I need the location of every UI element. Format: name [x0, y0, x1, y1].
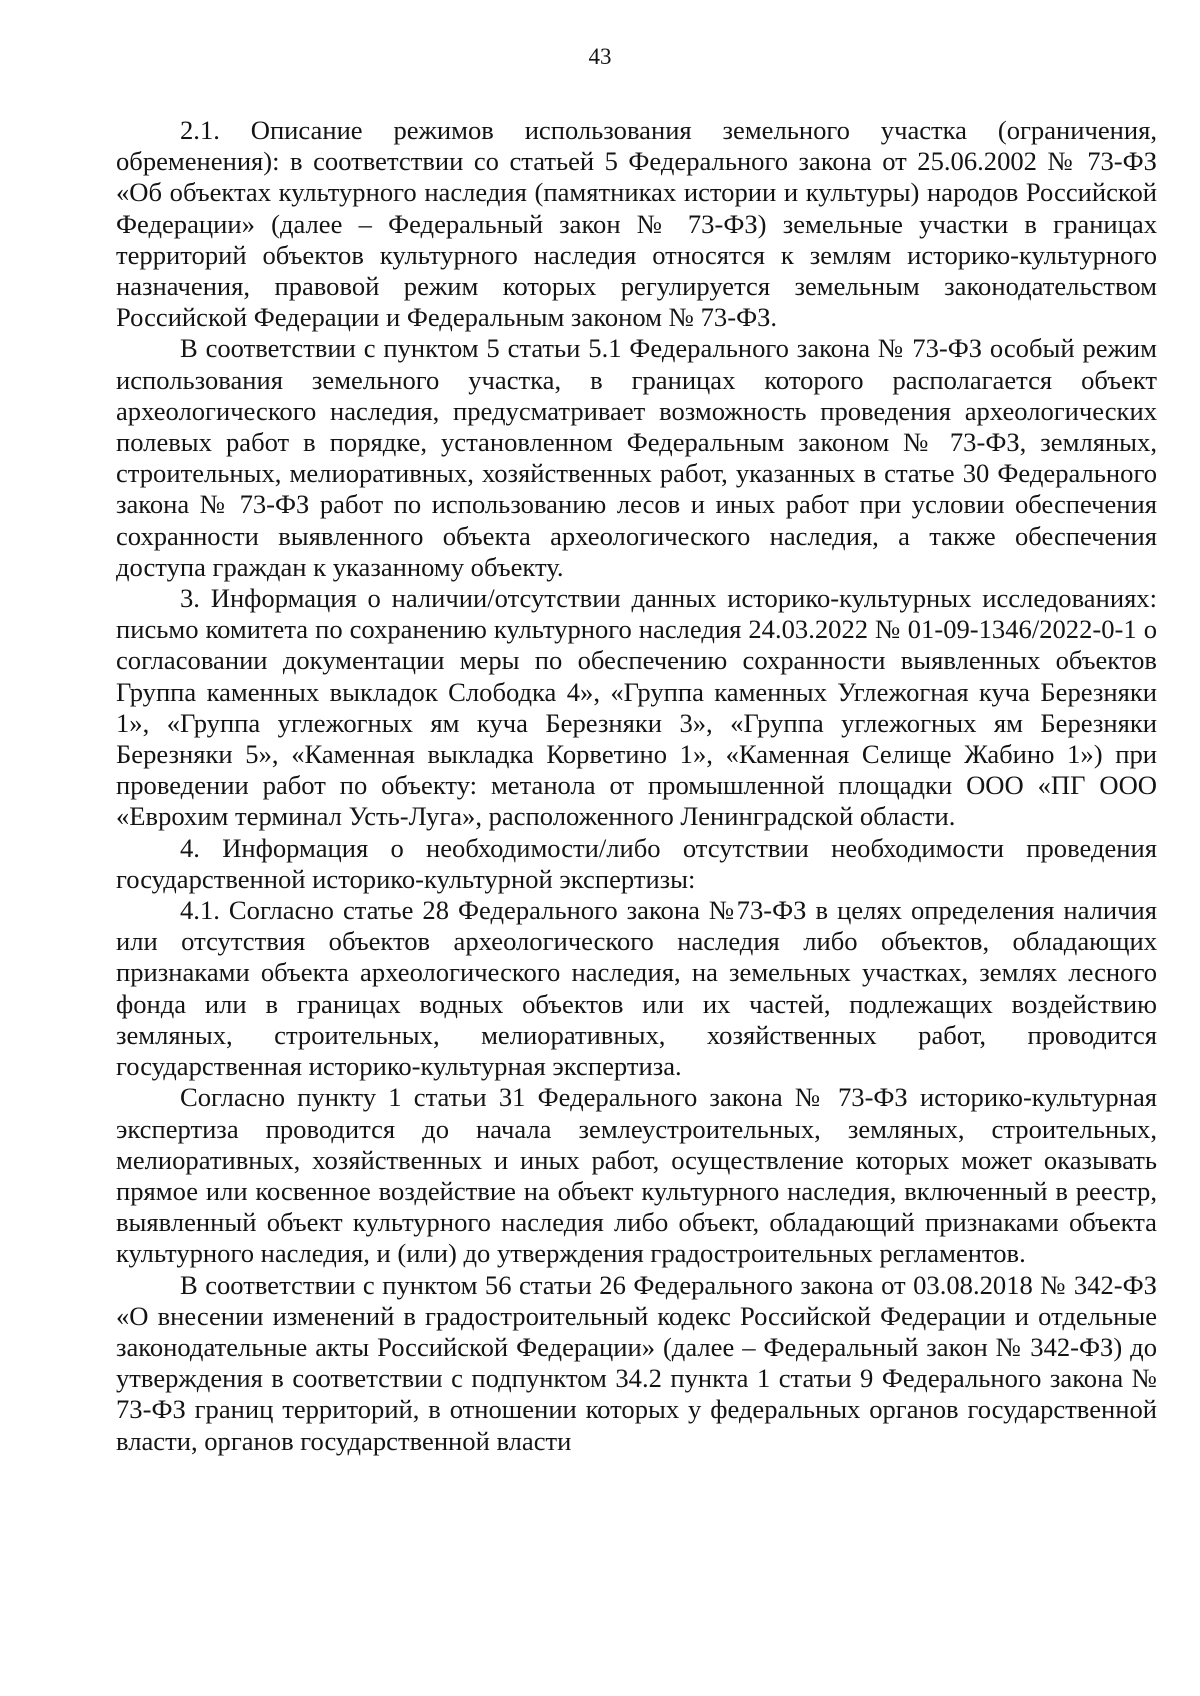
paragraph-4-expertise-need: 4. Информация о необходимости/либо отсутствии необходимости проведения государственной историко-культурной экспертизы:: [116, 832, 1157, 894]
paragraph-law-342-fz: В соответствии с пунктом 56 статьи 26 Федерального закона от 03.08.2018 № 342-ФЗ «О внесении изменений в градостроительный кодекс Российской Федерации и отдельные законодательные акты Российской Федерации» (далее – Федеральный закон № 342-ФЗ) до утверждения в соответствии с подпунктом 34.2 пункта 1 статьи 9 Федерального закона № 73-ФЗ границ территорий, в отношении которых у федеральных органов государственной власти, органов государственной власти: [116, 1269, 1157, 1456]
paragraph-4-1-article-28: 4.1. Согласно статье 28 Федерального закона №73-ФЗ в целях определения наличия или отсутствия объектов археологического наследия либо объектов, обладающих признаками объекта археологического наследия, на земельных участках, землях лесного фонда или в границах водных объектов или их частей, подлежащих воздействию земляных, строительных, мелиоративных, хозяйственных работ, проводится государственная историко-культурная экспертиза.: [116, 895, 1157, 1082]
paragraph-3-research-data: 3. Информация о наличии/отсутствии данных историко-культурных исследованиях: письмо комитета по сохранению культурного наследия 24.03.2022 № 01-09-1346/2022-0-1 о согласовании документации меры по обеспечению сохранности выявленных объектов Группа каменных выкладок Слободка 4», «Группа каменных Углежогная куча Березняки 1», «Группа углежогных ям куча Березняки 3», «Группа углежогных ям Березняки Березняки 5», «Каменная выкладка Корветино 1», «Каменная Селище Жабино 1») при проведении работ по объекту: метанола от промышленной площадки ООО «ПГ ООО «Еврохим терминал Усть-Луга», расположенного Ленинградской области.: [116, 583, 1157, 832]
page-number: 43: [588, 44, 612, 69]
document-body: [116, 115, 1157, 1457]
paragraph-article-31: Согласно пункту 1 статьи 31 Федерального закона № 73-ФЗ историко-культурная экспертиза проводится до начала землеустроительных, земляных, строительных, мелиоративных, хозяйственных и иных работ, осуществление которых может оказывать прямое или косвенное воздействие на объект культурного наследия, включенный в реестр, выявленный объект культурного наследия либо объект, обладающий признаками объекта культурного наследия, и (или) до утверждения градостроительных регламентов.: [116, 1082, 1157, 1269]
paragraph-special-regime: В соответствии с пунктом 5 статьи 5.1 Федерального закона № 73-ФЗ особый режим использования земельного участка, в границах которого располагается объект археологического наследия, предусматривает возможность проведения археологических полевых работ в порядке, установленном Федеральным законом № 73-ФЗ, земляных, строительных, мелиоративных, хозяйственных работ, указанных в статье 30 Федерального закона № 73-ФЗ работ по использованию лесов и иных работ при условии обеспечения сохранности выявленного объекта археологического наследия, а также обеспечения доступа граждан к указанному объекту.: [116, 333, 1157, 582]
paragraph-2-1-land-use-regimes: 2.1. Описание режимов использования земельного участка (ограничения, обременения): в соответствии со статьей 5 Федерального закона от 25.06.2002 № 73-ФЗ «Об объектах культурного наследия (памятниках истории и культуры) народов Российской Федерации» (далее – Федеральный закон № 73-ФЗ) земельные участки в границах территорий объектов культурного наследия относятся к землям историко-культурного назначения, правовой режим которых регулируется земельным законодательством Российской Федерации и Федеральным законом № 73-ФЗ.: [116, 115, 1157, 333]
